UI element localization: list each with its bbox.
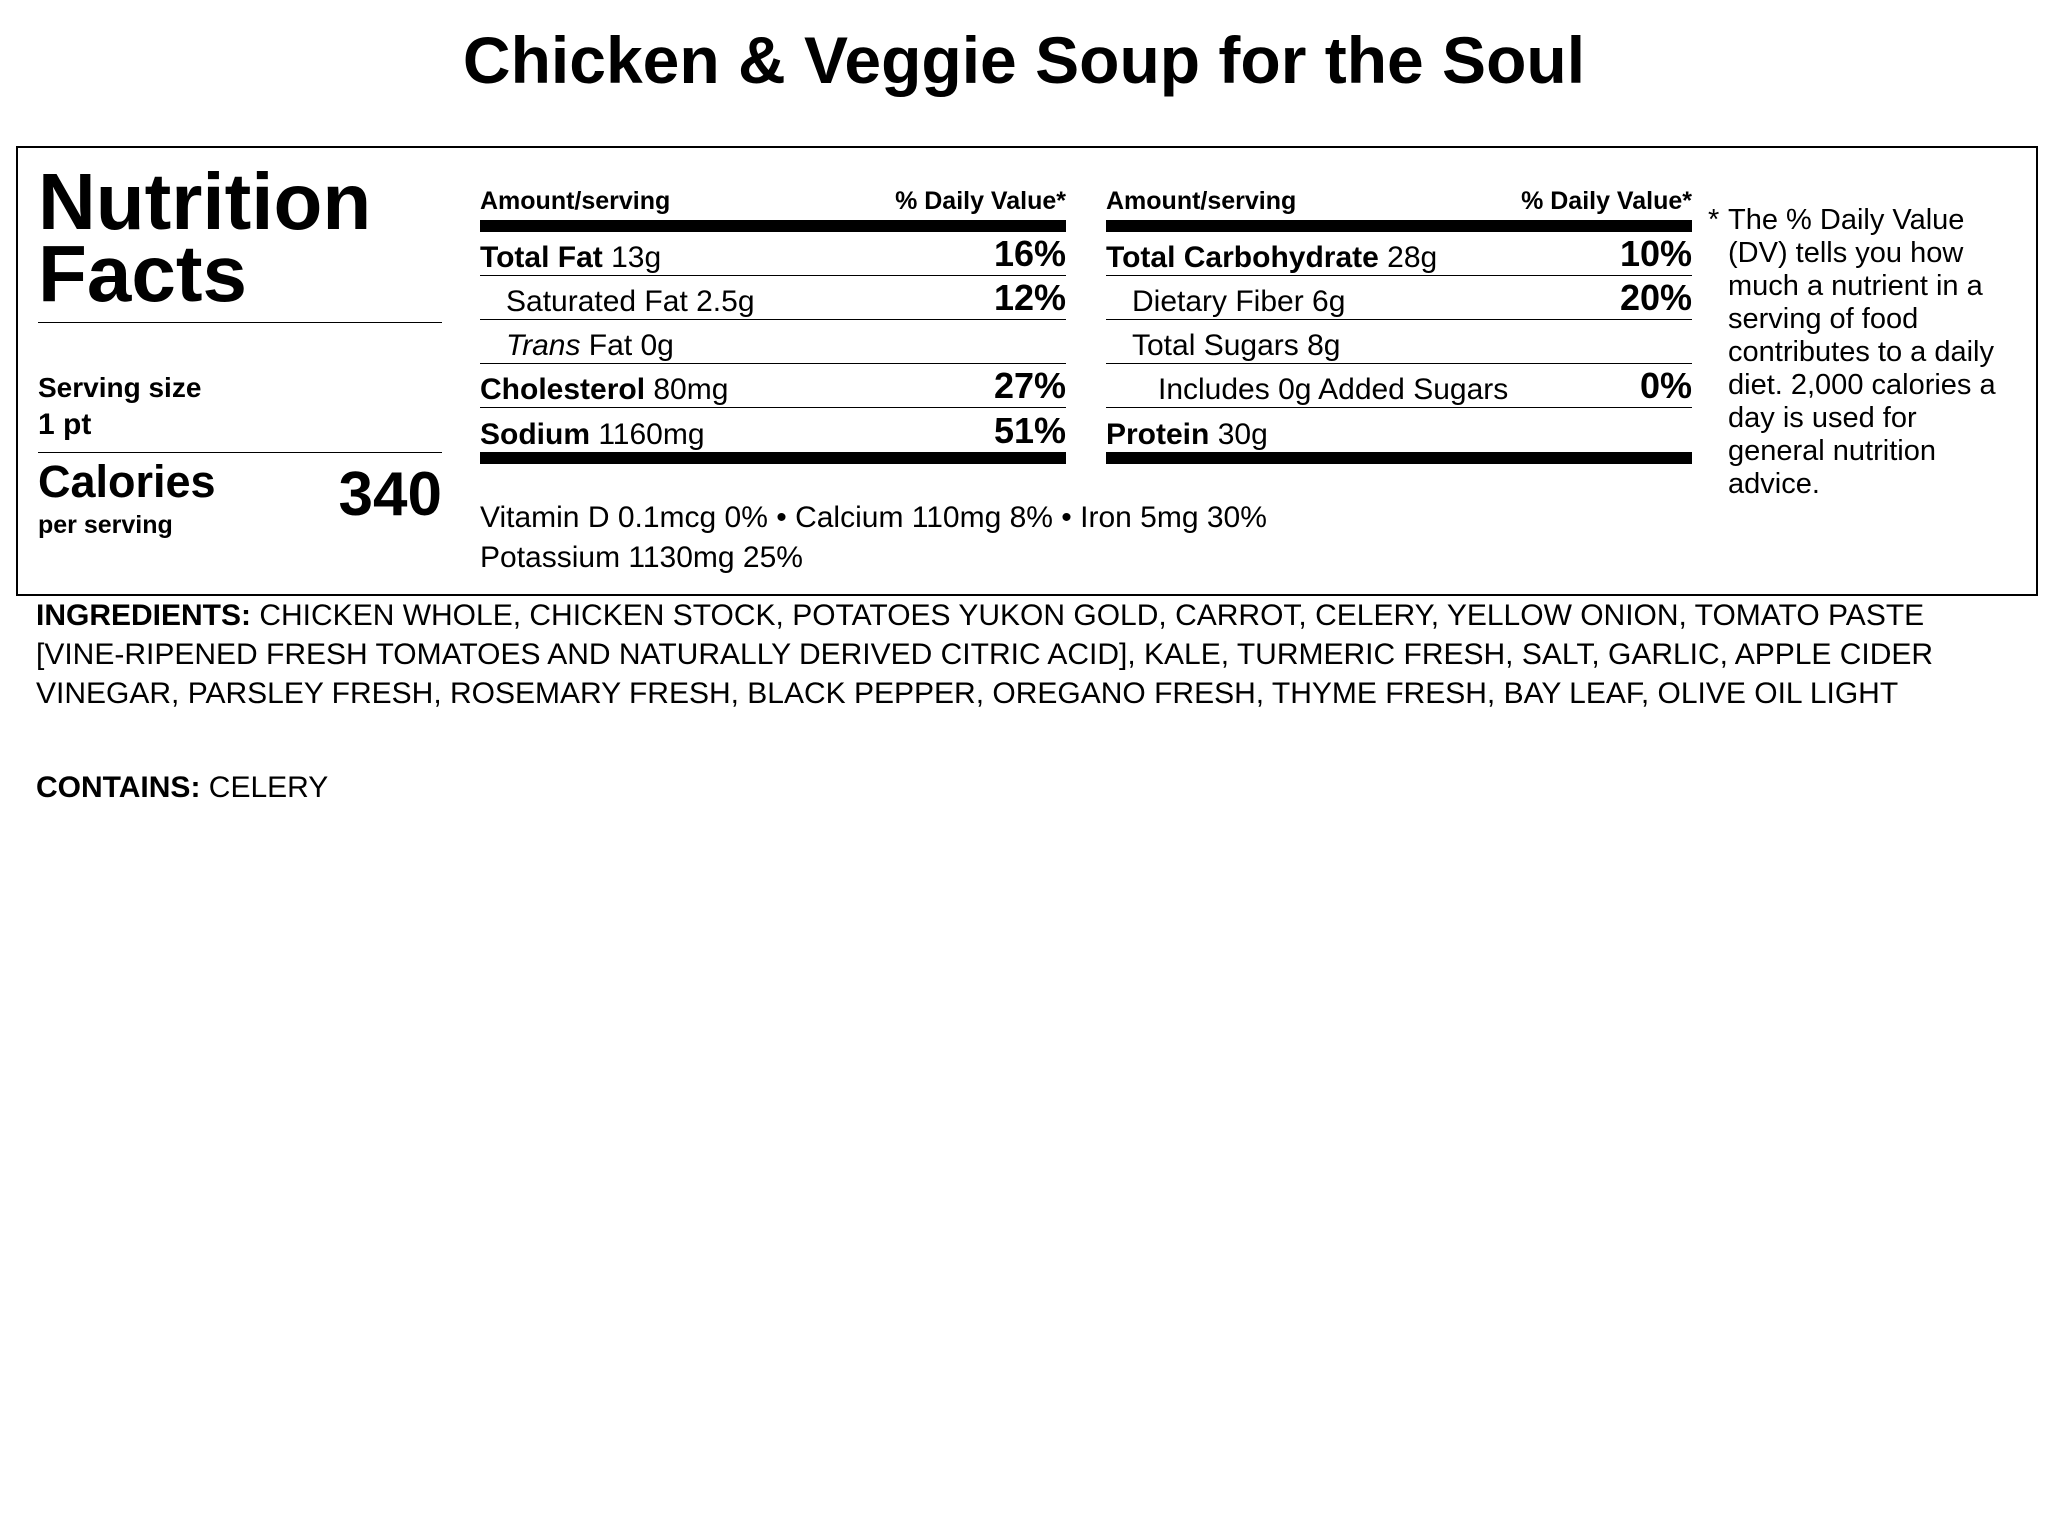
nutrient-amount: 30g: [1209, 418, 1268, 451]
contains-text: CELERY: [200, 771, 329, 804]
nutrient-amount: 28g: [1378, 241, 1438, 274]
nutrient-name: Dietary Fiber: [1132, 285, 1304, 318]
ingredients-list: [36, 596, 2016, 713]
footnote-text: The % Daily Value (DV) tells you how much a nutrient in a serving of food contributes to a daily diet. 2,000 calories a day is used for general nutrition advice.: [1728, 204, 1996, 500]
divider: [38, 322, 442, 323]
daily-value-header: % Daily Value*: [1521, 187, 1692, 215]
nutrient-amount: 8g: [1298, 329, 1341, 362]
thick-rule: [1106, 452, 1692, 464]
nutrient-amount: 6g: [1303, 285, 1346, 318]
daily-value-header: % Daily Value*: [895, 187, 1066, 215]
nutrient-row-dietary-fiber: [1106, 276, 1692, 320]
calories-per-serving-label: per serving: [38, 511, 173, 539]
nutrient-row-protein: [1106, 408, 1692, 452]
nutrient-amount: 1160mg: [590, 418, 705, 451]
nutrient-name: Cholesterol: [480, 373, 646, 406]
nutrient-amount: 2.5g: [687, 285, 755, 318]
nutrient-daily-value: 20%: [1619, 277, 1692, 318]
nutrient-column-right: [1106, 184, 1692, 464]
ingredients-label: INGREDIENTS:: [36, 599, 252, 632]
heading-line-1: Nutrition: [38, 157, 372, 246]
nutrient-name: Total Carbohydrate: [1106, 241, 1379, 274]
nutrient-name: Protein: [1106, 418, 1210, 451]
amount-per-serving-header: Amount/serving: [1106, 187, 1297, 215]
calories-label: Calories: [38, 456, 216, 507]
page-title: Chicken & Veggie Soup for the Soul: [462, 23, 1586, 97]
thick-rule: [480, 452, 1066, 464]
nutrient-name: Saturated Fat: [506, 285, 688, 318]
column-header: [1106, 184, 1692, 220]
nutrient-row-trans-fat: [480, 320, 1066, 364]
nutrient-daily-value: 27%: [993, 365, 1066, 406]
vitamins-line-1: Vitamin D 0.1mcg 0% • Calcium 110mg 8% • Iron 5mg 30%: [480, 501, 1267, 534]
nutrient-amount: 0g: [632, 329, 674, 362]
column-header: [480, 184, 1066, 220]
nutrient-amount: 13g: [602, 241, 662, 274]
nutrient-name: Sodium: [480, 418, 590, 451]
divider: [38, 452, 442, 453]
thick-rule: [1106, 220, 1692, 232]
nutrition-facts-heading: [38, 157, 448, 318]
nutrient-name: Includes 0g Added Sugars: [1158, 373, 1509, 406]
nutrient-name: Total Fat: [480, 241, 603, 274]
nutrient-row-added-sugars: [1106, 364, 1692, 408]
ingredients-text: CHICKEN WHOLE, CHICKEN STOCK, POTATOES YUKON GOLD, CARROT, CELERY, YELLOW ONION, TOMATO PASTE [VINE-RIPENED FRESH TOMATOES AND NATURALLY DERIVED CITRIC ACID], KALE, TURMERIC FRESH, SALT, GARLIC, APPLE CIDER VINEGAR, PARSLEY FRESH, ROSEMARY FRESH, BLACK PEPPER, OREGANO FRESH, THYME FRESH, BAY LEAF, OLIVE OIL LIGHT: [36, 599, 1934, 710]
calories-value: 340: [338, 460, 442, 529]
nutrient-row-total-fat: [480, 232, 1066, 276]
allergen-statement: [36, 768, 328, 807]
nutrient-daily-value: 0%: [1639, 365, 1692, 406]
vitamins-line-2: Potassium 1130mg 25%: [480, 541, 803, 574]
nutrient-name-italic: Trans: [506, 329, 581, 362]
nutrient-daily-value: 16%: [993, 233, 1066, 274]
nutrient-row-saturated-fat: [480, 276, 1066, 320]
nutrient-row-sodium: [480, 408, 1066, 452]
nutrient-daily-value: 51%: [993, 410, 1066, 451]
nutrient-row-total-sugars: [1106, 320, 1692, 364]
serving-size-value: 1 pt: [38, 408, 92, 441]
amount-per-serving-header: Amount/serving: [480, 187, 671, 215]
nutrition-facts-panel: [16, 146, 2038, 596]
nutrient-amount: 80mg: [645, 373, 729, 406]
heading-line-2: Facts: [38, 229, 247, 318]
thick-rule: [480, 220, 1066, 232]
nutrient-row-cholesterol: [480, 364, 1066, 408]
nutrient-daily-value: 12%: [993, 277, 1066, 318]
nutrient-name: Total Sugars: [1132, 329, 1299, 362]
footnote-asterisk: *: [1708, 204, 1720, 236]
serving-size-label: Serving size: [38, 372, 202, 403]
nutrient-daily-value: 10%: [1619, 233, 1692, 274]
vitamins-minerals: [480, 498, 1267, 578]
contains-label: CONTAINS:: [36, 771, 201, 804]
nutrient-name: Fat: [580, 329, 633, 362]
nutrient-column-left: [480, 184, 1066, 464]
nutrient-row-total-carbohydrate: [1106, 232, 1692, 276]
